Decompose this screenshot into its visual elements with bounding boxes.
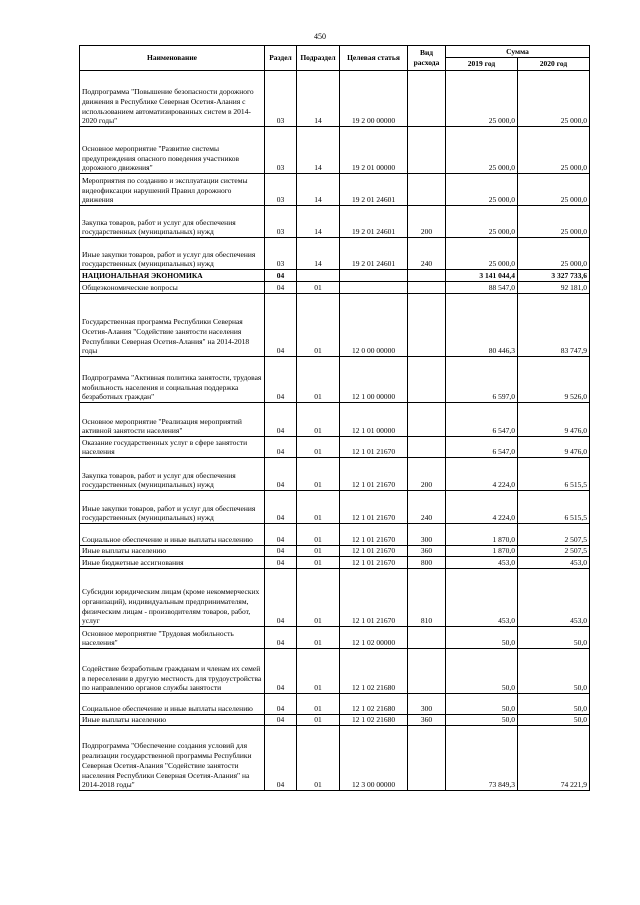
cell-2019: 80 446,3 <box>446 294 518 357</box>
cell-section: 04 <box>265 403 297 437</box>
cell-section: 03 <box>265 174 297 206</box>
cell-name: Содействие безработным гражданам и членам их семей в переселении в другую местность для трудоустройства по направлению органов службы занятости <box>80 649 265 694</box>
table-row <box>80 437 590 458</box>
cell-section: 04 <box>265 715 297 726</box>
table-row <box>80 524 590 546</box>
cell-target <box>340 270 408 282</box>
cell-section: 03 <box>265 127 297 174</box>
cell-expense <box>408 71 446 127</box>
cell-2019: 50,0 <box>446 649 518 694</box>
cell-2019: 50,0 <box>446 694 518 715</box>
cell-target: 12 1 02 21680 <box>340 694 408 715</box>
cell-subsection: 01 <box>297 491 340 524</box>
cell-2020: 25 000,0 <box>518 238 590 270</box>
cell-2020: 25 000,0 <box>518 71 590 127</box>
cell-subsection: 14 <box>297 174 340 206</box>
cell-section: 04 <box>265 627 297 649</box>
cell-expense <box>408 270 446 282</box>
cell-subsection: 01 <box>297 403 340 437</box>
cell-expense: 200 <box>408 458 446 491</box>
table-row <box>80 715 590 726</box>
cell-section: 04 <box>265 458 297 491</box>
cell-2020: 50,0 <box>518 649 590 694</box>
cell-2019: 88 547,0 <box>446 282 518 294</box>
cell-2020: 6 515,5 <box>518 458 590 491</box>
cell-target: 19 2 01 24601 <box>340 238 408 270</box>
cell-name: Подпрограмма "Активная политика занятости, трудовая мобильность населения и социальная поддержка безработных граждан" <box>80 357 265 403</box>
cell-section: 04 <box>265 270 297 282</box>
table-row <box>80 694 590 715</box>
cell-name: Социальное обеспечение и иные выплаты населению <box>80 524 265 546</box>
cell-section: 04 <box>265 569 297 627</box>
cell-target: 12 1 01 21670 <box>340 437 408 458</box>
cell-name: Иные закупки товаров, работ и услуг для обеспечения государственных (муниципальных) нужд <box>80 238 265 270</box>
table-row <box>80 403 590 437</box>
cell-name: Общеэкономические вопросы <box>80 282 265 294</box>
cell-2020: 453,0 <box>518 569 590 627</box>
cell-2019: 6 547,0 <box>446 437 518 458</box>
cell-subsection: 01 <box>297 569 340 627</box>
cell-2019: 453,0 <box>446 569 518 627</box>
cell-section: 04 <box>265 357 297 403</box>
cell-section: 04 <box>265 294 297 357</box>
cell-subsection: 01 <box>297 627 340 649</box>
table-row <box>80 458 590 491</box>
cell-2020: 453,0 <box>518 557 590 569</box>
cell-target: 12 1 01 00000 <box>340 403 408 437</box>
cell-2020: 9 526,0 <box>518 357 590 403</box>
header-name: Наименование <box>80 46 265 71</box>
cell-expense <box>408 437 446 458</box>
cell-section: 04 <box>265 437 297 458</box>
cell-2020: 6 515,5 <box>518 491 590 524</box>
cell-2019: 1 870,0 <box>446 546 518 557</box>
cell-expense: 240 <box>408 238 446 270</box>
cell-2019: 25 000,0 <box>446 206 518 238</box>
cell-expense <box>408 403 446 437</box>
cell-subsection: 01 <box>297 458 340 491</box>
cell-expense: 300 <box>408 694 446 715</box>
cell-name: Иные выплаты населению <box>80 546 265 557</box>
cell-2019: 25 000,0 <box>446 174 518 206</box>
cell-name: Подпрограмма "Обеспечение создания условий для реализации государственной программы Республики Северная Осетия-Алания "Содействие занятости населения Республики Северная Осетия-Алания" на 2014-2018 годы" <box>80 726 265 791</box>
cell-expense <box>408 649 446 694</box>
cell-section: 04 <box>265 546 297 557</box>
table-row <box>80 294 590 357</box>
cell-section: 03 <box>265 238 297 270</box>
cell-name: Мероприятия по созданию и эксплуатации системы видеофиксации нарушений Правил дорожного движения <box>80 174 265 206</box>
table-row <box>80 726 590 791</box>
cell-subsection: 01 <box>297 437 340 458</box>
cell-name: Основное мероприятие "Трудовая мобильность населения" <box>80 627 265 649</box>
table-row <box>80 357 590 403</box>
cell-2020: 25 000,0 <box>518 174 590 206</box>
cell-2019: 6 547,0 <box>446 403 518 437</box>
cell-target: 12 1 02 21680 <box>340 649 408 694</box>
table-row <box>80 627 590 649</box>
cell-name: Иные бюджетные ассигнования <box>80 557 265 569</box>
cell-expense: 360 <box>408 715 446 726</box>
cell-subsection: 01 <box>297 294 340 357</box>
cell-target: 12 3 00 00000 <box>340 726 408 791</box>
cell-target: 12 1 01 21670 <box>340 524 408 546</box>
table-row <box>80 71 590 127</box>
page-number: 450 <box>314 32 326 41</box>
cell-name: Государственная программа Республики Северная Осетия-Алания "Содействие занятости населения Республики Северная Осетия-Алания" на 2014-2018 годы <box>80 294 265 357</box>
cell-2019: 3 141 044,4 <box>446 270 518 282</box>
cell-name: Основное мероприятие "Реализация мероприятий активной занятости населения" <box>80 403 265 437</box>
cell-subsection: 14 <box>297 71 340 127</box>
cell-target: 19 2 01 00000 <box>340 127 408 174</box>
header-subsection: Подраздел <box>297 46 340 71</box>
cell-target: 12 1 02 00000 <box>340 627 408 649</box>
cell-2019: 25 000,0 <box>446 71 518 127</box>
cell-target: 19 2 00 00000 <box>340 71 408 127</box>
cell-2019: 50,0 <box>446 715 518 726</box>
cell-expense <box>408 726 446 791</box>
header-year-2019: 2019 год <box>446 58 518 71</box>
cell-section: 04 <box>265 694 297 715</box>
cell-expense <box>408 174 446 206</box>
cell-2020: 83 747,9 <box>518 294 590 357</box>
cell-target: 19 2 01 24601 <box>340 174 408 206</box>
cell-section: 03 <box>265 71 297 127</box>
cell-name: Подпрограмма "Повышение безопасности дорожного движения в Республике Северная Осетия-Алания с использованием автоматизированных систем в 2014-2020 годы" <box>80 71 265 127</box>
cell-2019: 1 870,0 <box>446 524 518 546</box>
cell-name: Основное мероприятие "Развитие системы предупреждения опасного поведения участников дорожного движения" <box>80 127 265 174</box>
cell-2020: 9 476,0 <box>518 437 590 458</box>
cell-section: 04 <box>265 649 297 694</box>
cell-expense: 360 <box>408 546 446 557</box>
cell-name: Закупка товаров, работ и услуг для обеспечения государственных (муниципальных) нужд <box>80 206 265 238</box>
header-sum: Сумма <box>446 46 590 58</box>
cell-2019: 453,0 <box>446 557 518 569</box>
cell-name: Социальное обеспечение и иные выплаты населению <box>80 694 265 715</box>
cell-target: 12 0 00 00000 <box>340 294 408 357</box>
cell-2020: 2 507,5 <box>518 546 590 557</box>
cell-target: 12 1 00 00000 <box>340 357 408 403</box>
header-target: Целевая статья <box>340 46 408 71</box>
table-row <box>80 546 590 557</box>
table-row <box>80 491 590 524</box>
cell-2019: 6 597,0 <box>446 357 518 403</box>
header-expense: Вид расхода <box>408 46 446 71</box>
cell-target <box>340 282 408 294</box>
cell-target: 12 1 01 21670 <box>340 546 408 557</box>
cell-expense <box>408 127 446 174</box>
table-row <box>80 127 590 174</box>
cell-2019: 25 000,0 <box>446 238 518 270</box>
table-row <box>80 282 590 294</box>
cell-section: 04 <box>265 726 297 791</box>
cell-2020: 50,0 <box>518 627 590 649</box>
cell-section: 04 <box>265 282 297 294</box>
cell-expense: 810 <box>408 569 446 627</box>
cell-subsection: 01 <box>297 649 340 694</box>
cell-name: НАЦИОНАЛЬНАЯ ЭКОНОМИКА <box>80 270 265 282</box>
cell-section: 04 <box>265 491 297 524</box>
cell-2020: 9 476,0 <box>518 403 590 437</box>
cell-subsection: 01 <box>297 715 340 726</box>
cell-2019: 50,0 <box>446 627 518 649</box>
cell-expense <box>408 282 446 294</box>
cell-section: 03 <box>265 206 297 238</box>
cell-2020: 2 507,5 <box>518 524 590 546</box>
cell-subsection: 01 <box>297 282 340 294</box>
cell-section: 04 <box>265 557 297 569</box>
cell-expense: 800 <box>408 557 446 569</box>
table-row <box>80 238 590 270</box>
cell-2020: 25 000,0 <box>518 206 590 238</box>
budget-table <box>79 45 590 791</box>
table-row <box>80 557 590 569</box>
table-row <box>80 649 590 694</box>
cell-subsection: 01 <box>297 726 340 791</box>
cell-name: Субсидии юридическим лицам (кроме некоммерческих организаций), индивидуальным предпринимателям, физическим лицам - производителям товаров, работ, услуг <box>80 569 265 627</box>
cell-name: Закупка товаров, работ и услуг для обеспечения государственных (муниципальных) нужд <box>80 458 265 491</box>
cell-2020: 50,0 <box>518 715 590 726</box>
cell-target: 12 1 01 21670 <box>340 458 408 491</box>
cell-2019: 4 224,0 <box>446 458 518 491</box>
cell-target: 12 1 01 21670 <box>340 557 408 569</box>
cell-target: 12 1 01 21670 <box>340 491 408 524</box>
cell-subsection: 01 <box>297 694 340 715</box>
cell-subsection: 14 <box>297 206 340 238</box>
cell-name: Оказание государственных услуг в сфере занятости населения <box>80 437 265 458</box>
cell-subsection: 14 <box>297 127 340 174</box>
cell-name: Иные закупки товаров, работ и услуг для обеспечения государственных (муниципальных) нужд <box>80 491 265 524</box>
table-row <box>80 270 590 282</box>
cell-target: 12 1 01 21670 <box>340 569 408 627</box>
cell-2020: 74 221,9 <box>518 726 590 791</box>
cell-subsection: 01 <box>297 546 340 557</box>
cell-target: 12 1 02 21680 <box>340 715 408 726</box>
cell-expense <box>408 357 446 403</box>
cell-expense: 240 <box>408 491 446 524</box>
cell-2020: 50,0 <box>518 694 590 715</box>
cell-expense: 300 <box>408 524 446 546</box>
table-body <box>80 71 590 791</box>
cell-target: 19 2 01 24601 <box>340 206 408 238</box>
cell-subsection: 01 <box>297 557 340 569</box>
cell-name: Иные выплаты населению <box>80 715 265 726</box>
cell-subsection <box>297 270 340 282</box>
cell-2020: 25 000,0 <box>518 127 590 174</box>
cell-2020: 92 181,0 <box>518 282 590 294</box>
cell-subsection: 01 <box>297 357 340 403</box>
cell-2019: 73 849,3 <box>446 726 518 791</box>
header-section: Раздел <box>265 46 297 71</box>
cell-expense <box>408 294 446 357</box>
cell-section: 04 <box>265 524 297 546</box>
cell-expense <box>408 627 446 649</box>
table-row <box>80 206 590 238</box>
table-row <box>80 569 590 627</box>
header-year-2020: 2020 год <box>518 58 590 71</box>
cell-subsection: 14 <box>297 238 340 270</box>
cell-2020: 3 327 733,6 <box>518 270 590 282</box>
cell-expense: 200 <box>408 206 446 238</box>
cell-subsection: 01 <box>297 524 340 546</box>
cell-2019: 4 224,0 <box>446 491 518 524</box>
cell-2019: 25 000,0 <box>446 127 518 174</box>
table-row <box>80 174 590 206</box>
